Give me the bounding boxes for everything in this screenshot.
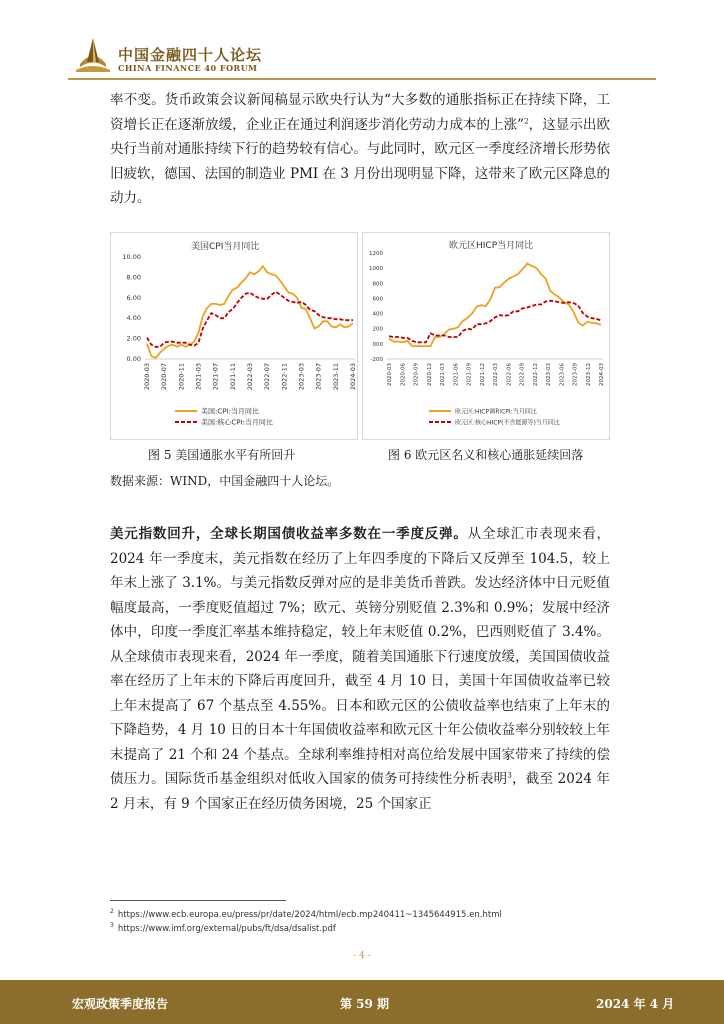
legend-label: 欧元区:核心HICP(不含能源等)当月同比 (455, 419, 560, 427)
footnote (110, 908, 502, 920)
y-tick-label: 1000 (369, 266, 383, 273)
page-header (0, 0, 724, 80)
footnote-url[interactable]: https://www.imf.org/external/pubs/ft/dsa/dsalist.pdf (117, 923, 336, 934)
data-source: 数据来源：WIND，中国金融四十人论坛。 (110, 474, 340, 488)
x-tick-label: 2021-09 (466, 363, 473, 386)
footnote-number: 3 (110, 922, 114, 929)
x-tick-label: 2020-09 (413, 363, 420, 386)
forum-logo-icon (72, 36, 114, 72)
series-line (147, 292, 353, 347)
legend-label: 美国:CPI:当月同比 (201, 407, 259, 416)
x-tick-label: 2021-06 (453, 363, 460, 386)
figure-6-caption: 图 6 欧元区名义和核心通胀延续回落 (388, 448, 584, 462)
figure-5-caption: 图 5 美国通胀水平有所回升 (148, 448, 296, 462)
x-tick-label: 2022-09 (519, 363, 526, 386)
paragraph-text: ，这显示出欧央行当前对通胀持续下行的趋势较有信心。与此同时，欧元区一季度经济增长形势依旧疲软，德国、法国的制造业 PMI 在 3 月份出现明显下降，这带来了欧元区降息的动力。 (110, 116, 611, 206)
footnote-ref: 3 (507, 771, 512, 780)
y-tick-label: 6.00 (126, 293, 141, 302)
x-tick-label: 2020-07 (160, 363, 169, 391)
y-tick-label: 4.00 (126, 314, 141, 323)
us-cpi-chart (110, 232, 358, 440)
x-tick-label: 2023-12 (585, 363, 592, 386)
x-tick-label: 2021-12 (479, 363, 486, 386)
euro-hicp-chart (362, 232, 610, 440)
footnote-ref: 2 (524, 117, 529, 125)
x-tick-label: 2023-06 (559, 363, 566, 386)
x-tick-label: 2021-11 (228, 363, 237, 391)
x-tick-label: 2022-03 (246, 363, 254, 391)
x-tick-label: 2021-03 (440, 363, 446, 386)
y-tick-label: 600 (372, 296, 383, 303)
header-rule (68, 78, 656, 80)
y-tick-label: 0.00 (126, 355, 141, 363)
y-tick-label: 1200 (369, 251, 383, 257)
page-footer (0, 980, 724, 1024)
x-tick-label: 2020-03 (387, 363, 393, 386)
y-tick-label: 400 (372, 311, 383, 318)
y-tick-label: 8.00 (126, 273, 141, 282)
x-tick-label: 2022-11 (280, 363, 289, 391)
footer-report-name: 宏观政策季度报告 (72, 997, 169, 1011)
y-tick-label: 000 (372, 341, 383, 348)
series-line (389, 264, 601, 347)
chart-title: 欧元区HICP当月同比 (449, 241, 534, 251)
paragraph-text: 从全球汇市表现来看，2024 年一季度末，美元指数在经历了上年四季度的下降后又反弹至 104.5，较上年末上涨了 3.1%。与美元指数反弹对应的是非美货币普跌。发达经济体中日元贬值幅度最高，一季度贬值超过 7%；欧元、英镑分别贬值 2.3%和 0.9%；发展中经济体中，印度一季度汇率基本维持稳定，较上年末贬值 0.2%，巴西则贬值了 3.4%。从全球债市表现来看，2024 年一季度，随着美国通胀下行速度放缓，美国国债收益率在经历了上年末的下降后再度回升，截至 4 月 10 日，美国十年国债收益率已较上年末提高了 67 个基点至 4.55%。日本和欧元区的公债收益率也结束了上年末的下降趋势，4 月 10 日的日本十年国债收益率和欧元区十年公债收益率分别较较上年末提高了 21 个和 24 个基点。全球利率维持相对高位给发展中国家带来了持续的偿债压力。国际货币基金组织对低收入国家的债务可持续性分析表明 (110, 526, 611, 787)
x-tick-label: 2022-03 (493, 363, 499, 386)
x-tick-label: 2020-12 (426, 363, 433, 386)
footnote (110, 922, 336, 934)
org-name-en: CHINA FINANCE 40 FORUM (118, 63, 258, 73)
footnote-url[interactable]: https://www.ecb.europa.eu/press/pr/date/2024/html/ecb.mp240411~1345644915.en.html (117, 909, 502, 920)
x-tick-label: 2023-09 (572, 363, 579, 386)
chart-title: 美国CPI当月同比 (191, 242, 260, 252)
paragraph-text: 率不变。货币政策会议新闻稿显示欧央行认为“大多数的通胀指标正在持续下降，工资增长正在逐渐放缓，企业正在通过利润逐步消化劳动力成本的上涨” (110, 92, 610, 133)
x-tick-label: 2023-03 (546, 363, 552, 386)
footer-issue: 第 59 期 (340, 997, 390, 1011)
x-tick-label: 2022-06 (506, 363, 513, 386)
footnote-rule (110, 900, 286, 901)
x-tick-label: 2023-07 (314, 363, 323, 391)
x-tick-label: 2021-03 (194, 363, 203, 391)
x-tick-label: 2020-06 (400, 363, 407, 386)
x-tick-label: 2022-07 (263, 363, 272, 391)
org-name-cn: 中国金融四十人论坛 (118, 46, 263, 64)
x-tick-label: 2020-03 (143, 363, 151, 391)
series-line (389, 301, 601, 343)
page-number: - 4 - (353, 951, 371, 961)
x-tick-label: 2023-11 (331, 363, 340, 391)
x-tick-label: 2023-03 (297, 363, 306, 391)
paragraph-fx-bonds (110, 522, 610, 816)
footnote-number: 2 (110, 908, 114, 915)
legend-label: 美国:核心CPI:当月同比 (201, 418, 273, 427)
y-tick-label: 2.00 (126, 334, 141, 343)
x-tick-label: 2022-12 (532, 363, 539, 386)
x-tick-label: 2020-11 (177, 363, 186, 391)
y-tick-label: -200 (370, 357, 383, 363)
y-tick-label: 10.00 (122, 253, 141, 261)
x-tick-label: 2024-03 (349, 363, 357, 391)
x-tick-label: 2021-07 (211, 363, 220, 391)
paragraph-ecb (110, 88, 610, 211)
us-cpi-chart-svg (111, 233, 357, 439)
paragraph-lead: 美元指数回升，全球长期国债收益率多数在一季度反弹。 (110, 526, 468, 542)
series-line (147, 266, 353, 358)
x-tick-label: 2024-03 (599, 363, 605, 386)
paragraph-text: ，截至 2024 年 2 月末，有 9 个国家正在经历债务困境，25 个国家正 (110, 771, 610, 812)
footer-date: 2024 年 4 月 (596, 997, 675, 1011)
euro-hicp-chart-svg (363, 233, 609, 439)
y-tick-label: 200 (372, 326, 383, 333)
y-tick-label: 800 (372, 281, 383, 288)
legend-label: 欧元区:HICP调和CPI:当月同比 (455, 408, 537, 416)
